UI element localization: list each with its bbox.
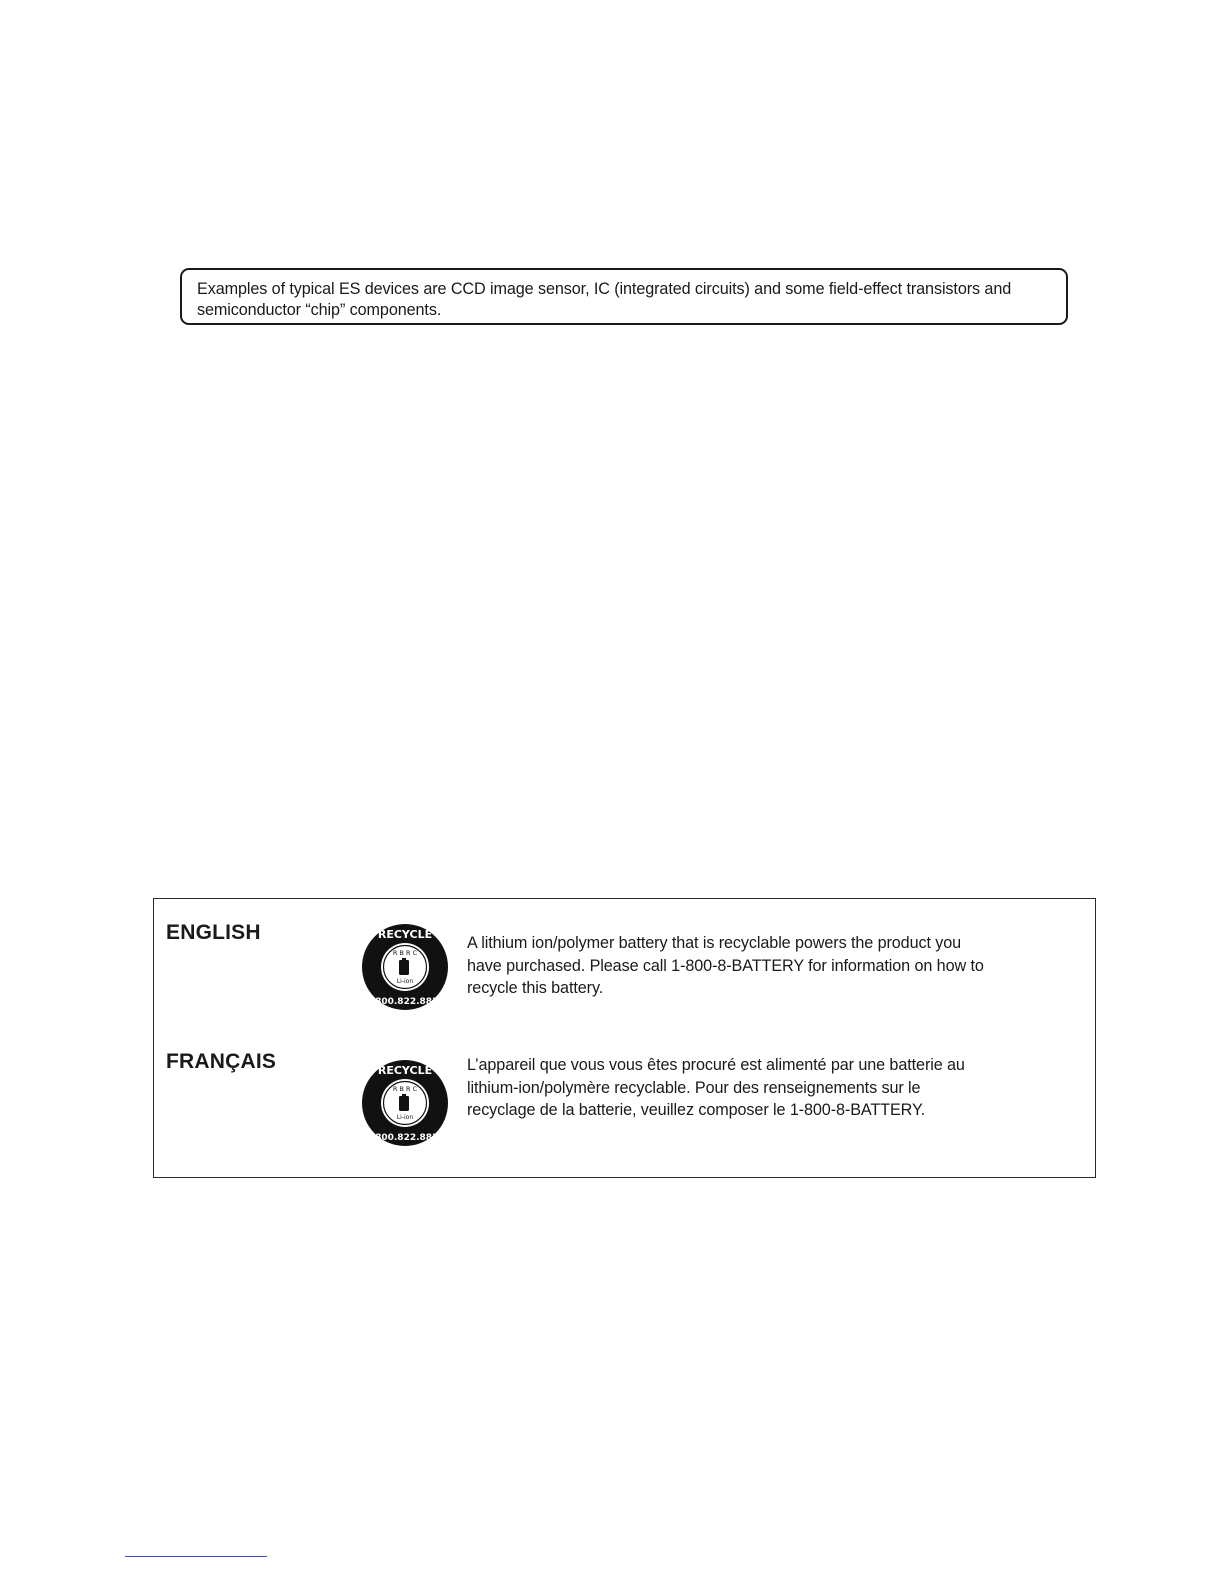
- language-label-english: ENGLISH: [166, 921, 261, 944]
- language-label-french: FRANÇAIS: [166, 1050, 277, 1073]
- svg-text:RECYCLE: RECYCLE: [377, 928, 433, 941]
- battery-recycle-message-english: A lithium ion/polymer battery that is recyclable powers the product you have purchased. Please call 1-800-8-BATTERY for information on how to recycle this battery.: [467, 934, 984, 997]
- svg-text:Li-ion: Li-ion: [396, 978, 414, 985]
- footnote-rule: [125, 1556, 267, 1557]
- battery-recycle-panel: [153, 898, 1096, 1178]
- svg-text:1.800.822.8837: 1.800.822.8837: [365, 997, 445, 1007]
- es-devices-note: [180, 268, 1068, 325]
- rbrc-recycle-seal-icon: [361, 1059, 449, 1147]
- svg-text:RECYCLE: RECYCLE: [377, 1064, 433, 1077]
- svg-text:Li-ion: Li-ion: [396, 1114, 414, 1121]
- es-devices-note-text: Examples of typical ES devices are CCD image sensor, IC (integrated circuits) and some field-effect transistors and semiconductor “chip” components.: [197, 280, 1012, 319]
- svg-text:R B R C: R B R C: [392, 1085, 418, 1093]
- svg-text:1.800.822.8837: 1.800.822.8837: [365, 1133, 445, 1143]
- battery-recycle-message-french: L’appareil que vous vous êtes procuré est alimenté par une batterie au lithium-ion/polymère recyclable. Pour des renseignements sur le recyclage de la batterie, veuillez composer le 1-800-8-BATTERY.: [467, 1056, 965, 1119]
- svg-text:R B R C: R B R C: [392, 949, 418, 957]
- rbrc-recycle-seal-icon: [361, 923, 449, 1011]
